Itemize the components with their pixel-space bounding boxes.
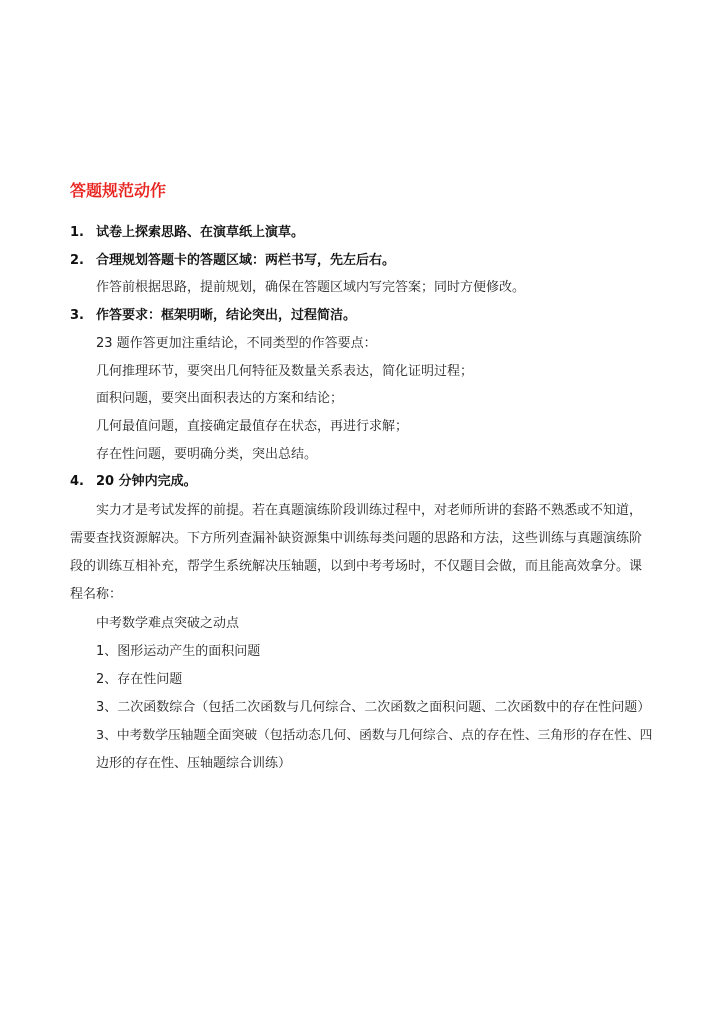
item3-detail-line: 23 题作答更加注重结论，不同类型的作答要点： bbox=[96, 336, 377, 351]
item-number: 1. bbox=[70, 225, 84, 240]
item-number: 3. bbox=[70, 308, 84, 323]
paragraph-line: 需要查找资源解决。下方所列查漏补缺资源集中训练每类问题的思路和方法，这些训练与真题演练阶 bbox=[70, 531, 643, 546]
course-line: 中考数学难点突破之动点 bbox=[96, 616, 240, 631]
paragraph-line: 实力才是考试发挥的前提。若在真题演练阶段训练过程中，对老师所讲的套路不熟悉或不知道， bbox=[96, 503, 643, 518]
list-item-3 bbox=[70, 304, 356, 323]
item-text: 合理规划答题卡的答题区域：两栏书写，先左后右。 bbox=[96, 253, 396, 268]
list-item-4 bbox=[70, 470, 197, 489]
course-line: 边形的存在性、压轴题综合训练） bbox=[96, 756, 292, 771]
course-line: 2、存在性问题 bbox=[96, 672, 183, 687]
course-line: 1、图形运动产生的面积问题 bbox=[96, 644, 261, 659]
item3-detail-line: 几何最值问题，直接确定最值存在状态，再进行求解； bbox=[96, 419, 409, 434]
course-line: 3、二次函数综合（包括二次函数与几何综合、二次函数之面积问题、二次函数中的存在性问题） bbox=[96, 700, 651, 715]
item2-detail: 作答前根据思路，提前规划，确保在答题区域内写完答案；同时方便修改。 bbox=[96, 280, 526, 295]
paragraph-line: 段的训练互相补充，帮学生系统解决压轴题，以到中考考场时，不仅题目会做，而且能高效拿分。课 bbox=[70, 559, 643, 574]
item-number: 4. bbox=[70, 474, 84, 489]
list-item-1 bbox=[70, 221, 304, 240]
item3-detail-line: 面积问题，要突出面积表达的方案和结论； bbox=[96, 391, 344, 406]
section-title: 答题规范动作 bbox=[70, 181, 167, 200]
item-text: 20 分钟内完成。 bbox=[96, 474, 197, 489]
list-item-2 bbox=[70, 249, 395, 268]
item-text: 作答要求：框架明晰，结论突出，过程简洁。 bbox=[96, 308, 357, 323]
item-text: 试卷上探索思路、在演草纸上演草。 bbox=[96, 225, 305, 240]
item-number: 2. bbox=[70, 253, 84, 268]
item3-detail-line: 几何推理环节，要突出几何特征及数量关系表达，简化证明过程； bbox=[96, 364, 474, 379]
paragraph-line: 程名称： bbox=[70, 587, 123, 602]
item3-detail-line: 存在性问题，要明确分类，突出总结。 bbox=[96, 447, 318, 462]
course-line: 3、中考数学压轴题全面突破（包括动态几何、函数与几何综合、点的存在性、三角形的存在性、四 bbox=[96, 728, 653, 743]
